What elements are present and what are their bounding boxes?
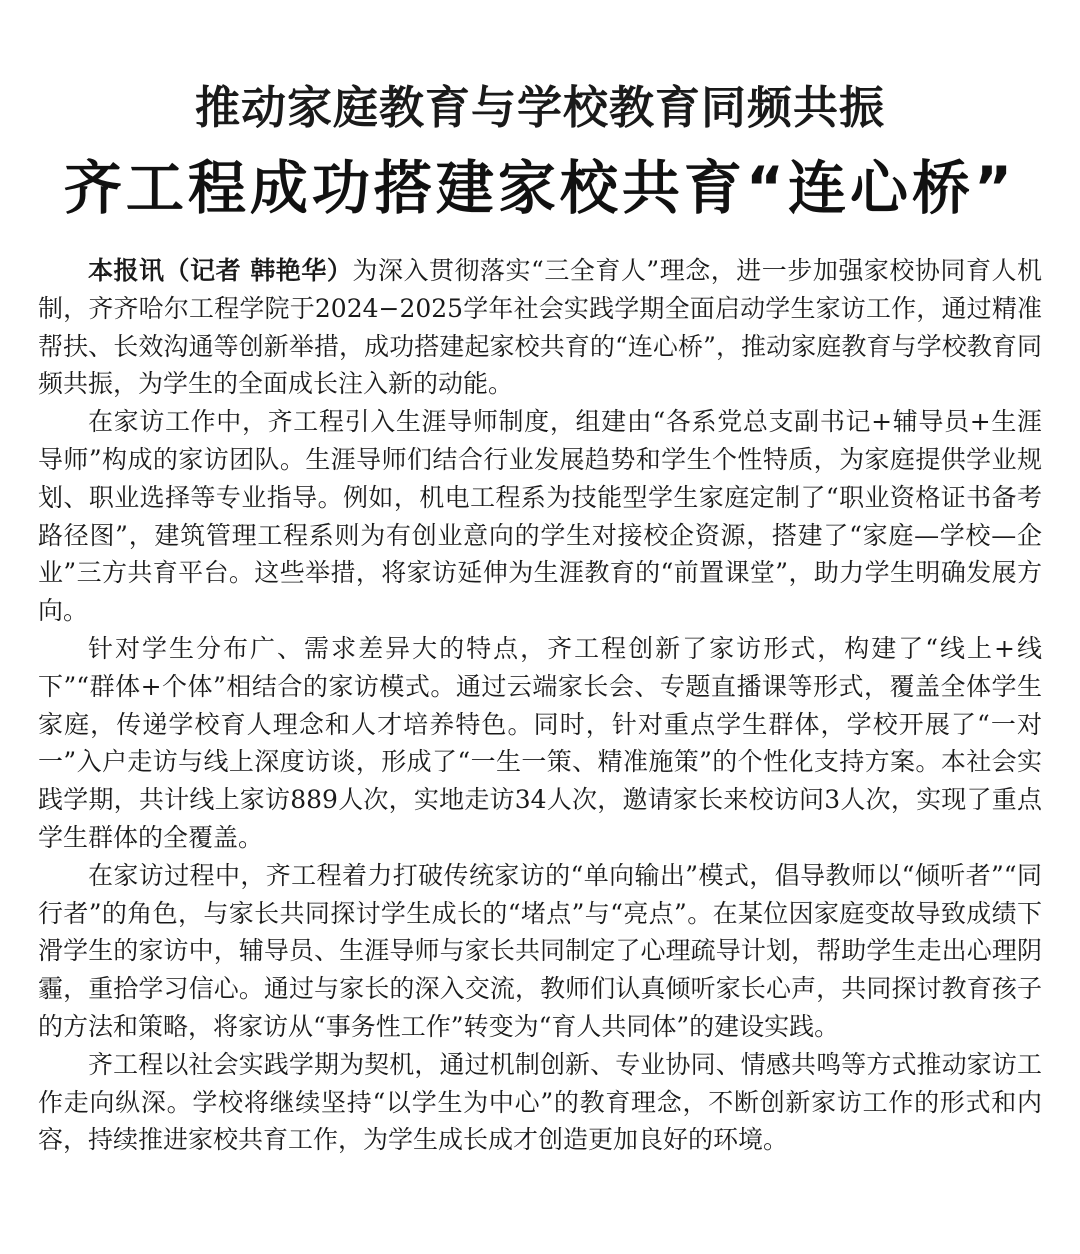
paragraph-text: 为深入贯彻落实“三全育人”理念，进一步加强家校协同育人机制，齐齐哈尔工程学院于2024−2025学年社会实践学期全面启动学生家访工作，通过精准帮扶、长效沟通等创新举措，成功搭建起家校共育的“连心桥”，推动家庭教育与学校教育同频共振，为学生的全面成长注入新的动能。: [38, 256, 1042, 399]
article-headline: 齐工程成功搭建家校共育“连心桥”: [63, 154, 1017, 222]
article-paragraph-5: 齐工程以社会实践学期为契机，通过机制创新、专业协同、情感共鸣等方式推动家访工作走向纵深。学校将继续坚持“以学生为中心”的教育理念，不断创新家访工作的形式和内容，持续推进家校共育工作，为学生成长成才创造更加良好的环境。: [38, 1049, 1042, 1155]
article-kicker: 推动家庭教育与学校教育同频共振: [194, 81, 885, 134]
article-paragraph-3: 针对学生分布广、需求差异大的特点，齐工程创新了家访形式，构建了“线上+线下”“群体+个体”相结合的家访模式。通过云端家长会、专题直播课等形式，覆盖全体学生家庭，传递学校育人理念和人才培养特色。同时，针对重点学生群体，学校开展了“一对一”入户走访与线上深度访谈，形成了“一生一策、精准施策”的个性化支持方案。本社会实践学期，共计线上家访889人次，实地走访34人次，邀请家长来校访问3人次，实现了重点学生群体的全覆盖。: [38, 633, 1042, 852]
article-paragraph-4: 在家访过程中，齐工程着力打破传统家访的“单向输出”模式，倡导教师以“倾听者”“同行者”的角色，与家长共同探讨学生成长的“堵点”与“亮点”。在某位因家庭变故导致成绩下滑学生的家访中，辅导员、生涯导师与家长共同制定了心理疏导计划，帮助学生走出心理阴霾，重拾学习信心。通过与家长的深入交流，教师们认真倾听家长心声，共同探讨教育孩子的方法和策略，将家访从“事务性工作”转变为“育人共同体”的建设实践。: [38, 860, 1042, 1041]
article-paragraph-1: [38, 252, 1042, 403]
article-paragraph-2: 在家访工作中，齐工程引入生涯导师制度，组建由“各系党总支副书记+辅导员+生涯导师”构成的家访团队。生涯导师们结合行业发展趋势和学生个性特质，为家庭提供学业规划、职业选择等专业指导。例如，机电工程系为技能型学生家庭定制了“职业资格证书备考路径图”，建筑管理工程系则为有创业意向的学生对接校企资源，搭建了“家庭—学校—企业”三方共育平台。这些举措，将家访延伸为生涯教育的“前置课堂”，助力学生明确发展方向。: [38, 407, 1042, 626]
article-body: [38, 252, 1042, 1159]
article-byline: 本报讯（记者 韩艳华）: [88, 256, 353, 285]
